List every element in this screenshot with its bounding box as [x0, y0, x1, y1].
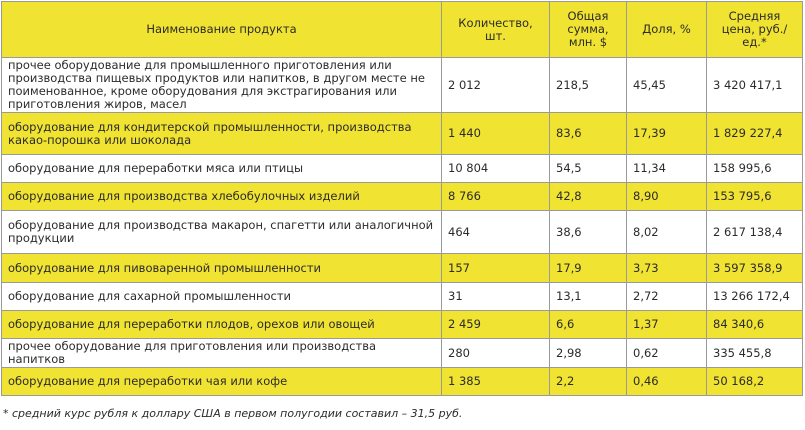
cell-share: 17,39: [627, 113, 707, 155]
cell-share: 0,62: [627, 339, 707, 368]
header-quantity: Количество, шт.: [442, 2, 550, 58]
cell-total-sum: 6,6: [550, 311, 627, 339]
cell-share: 2,72: [627, 283, 707, 311]
cell-share: 8,02: [627, 211, 707, 254]
cell-share: 45,45: [627, 58, 707, 113]
cell-average-price: 153 795,6: [707, 183, 803, 211]
table-row: [2, 113, 803, 155]
table-row: [2, 155, 803, 183]
cell-product-name: оборудование для сахарной промышленности: [2, 283, 442, 311]
cell-average-price: 335 455,8: [707, 339, 803, 368]
cell-average-price: 1 829 227,4: [707, 113, 803, 155]
table-row: [2, 339, 803, 368]
cell-quantity: 2 012: [442, 58, 550, 113]
cell-average-price: 13 266 172,4: [707, 283, 803, 311]
cell-average-price: 3 597 358,9: [707, 254, 803, 283]
cell-share: 3,73: [627, 254, 707, 283]
header-row: [2, 2, 803, 58]
cell-share: 8,90: [627, 183, 707, 211]
header-average-price: Средняя цена, руб./ ед.*: [707, 2, 803, 58]
cell-share: 0,46: [627, 368, 707, 396]
header-product-name: Наименование продукта: [2, 2, 442, 58]
cell-product-name: прочее оборудование для промышленного приготовления или производства пищевых продуктов или напитков, в другом месте не поименованное, кроме оборудования для экстрагирования или приготовления жиров, масел: [2, 58, 442, 113]
table-row: [2, 183, 803, 211]
cell-product-name: оборудование для переработки мяса или птицы: [2, 155, 442, 183]
cell-average-price: 2 617 138,4: [707, 211, 803, 254]
table-row: [2, 368, 803, 396]
cell-average-price: 158 995,6: [707, 155, 803, 183]
cell-quantity: 8 766: [442, 183, 550, 211]
cell-product-name: оборудование для производства макарон, спагетти или аналогичной продукции: [2, 211, 442, 254]
table-row: [2, 311, 803, 339]
cell-quantity: 2 459: [442, 311, 550, 339]
cell-total-sum: 2,2: [550, 368, 627, 396]
table-row: [2, 254, 803, 283]
cell-quantity: 464: [442, 211, 550, 254]
cell-total-sum: 218,5: [550, 58, 627, 113]
cell-total-sum: 2,98: [550, 339, 627, 368]
cell-quantity: 1 385: [442, 368, 550, 396]
cell-total-sum: 38,6: [550, 211, 627, 254]
cell-product-name: оборудование для переработки чая или кофе: [2, 368, 442, 396]
cell-average-price: 84 340,6: [707, 311, 803, 339]
products-table: [1, 1, 803, 396]
header-total-sum: Общая сумма, млн. $: [550, 2, 627, 58]
cell-share: 11,34: [627, 155, 707, 183]
cell-product-name: прочее оборудование для приготовления или производства напитков: [2, 339, 442, 368]
cell-total-sum: 83,6: [550, 113, 627, 155]
cell-total-sum: 13,1: [550, 283, 627, 311]
cell-quantity: 31: [442, 283, 550, 311]
table-row: [2, 211, 803, 254]
cell-share: 1,37: [627, 311, 707, 339]
cell-total-sum: 17,9: [550, 254, 627, 283]
footnote: * средний курс рубля к доллару США в первом полугодии составил – 31,5 руб.: [3, 407, 463, 420]
cell-quantity: 157: [442, 254, 550, 283]
cell-total-sum: 54,5: [550, 155, 627, 183]
cell-product-name: оборудование для кондитерской промышленности, производства какао-порошка или шоколада: [2, 113, 442, 155]
cell-product-name: оборудование для пивоваренной промышленности: [2, 254, 442, 283]
cell-total-sum: 42,8: [550, 183, 627, 211]
cell-quantity: 1 440: [442, 113, 550, 155]
cell-quantity: 10 804: [442, 155, 550, 183]
cell-average-price: 3 420 417,1: [707, 58, 803, 113]
table-row: [2, 283, 803, 311]
cell-product-name: оборудование для переработки плодов, орехов или овощей: [2, 311, 442, 339]
cell-average-price: 50 168,2: [707, 368, 803, 396]
table-row: [2, 58, 803, 113]
cell-quantity: 280: [442, 339, 550, 368]
cell-product-name: оборудование для производства хлебобулочных изделий: [2, 183, 442, 211]
header-share: Доля, %: [627, 2, 707, 58]
